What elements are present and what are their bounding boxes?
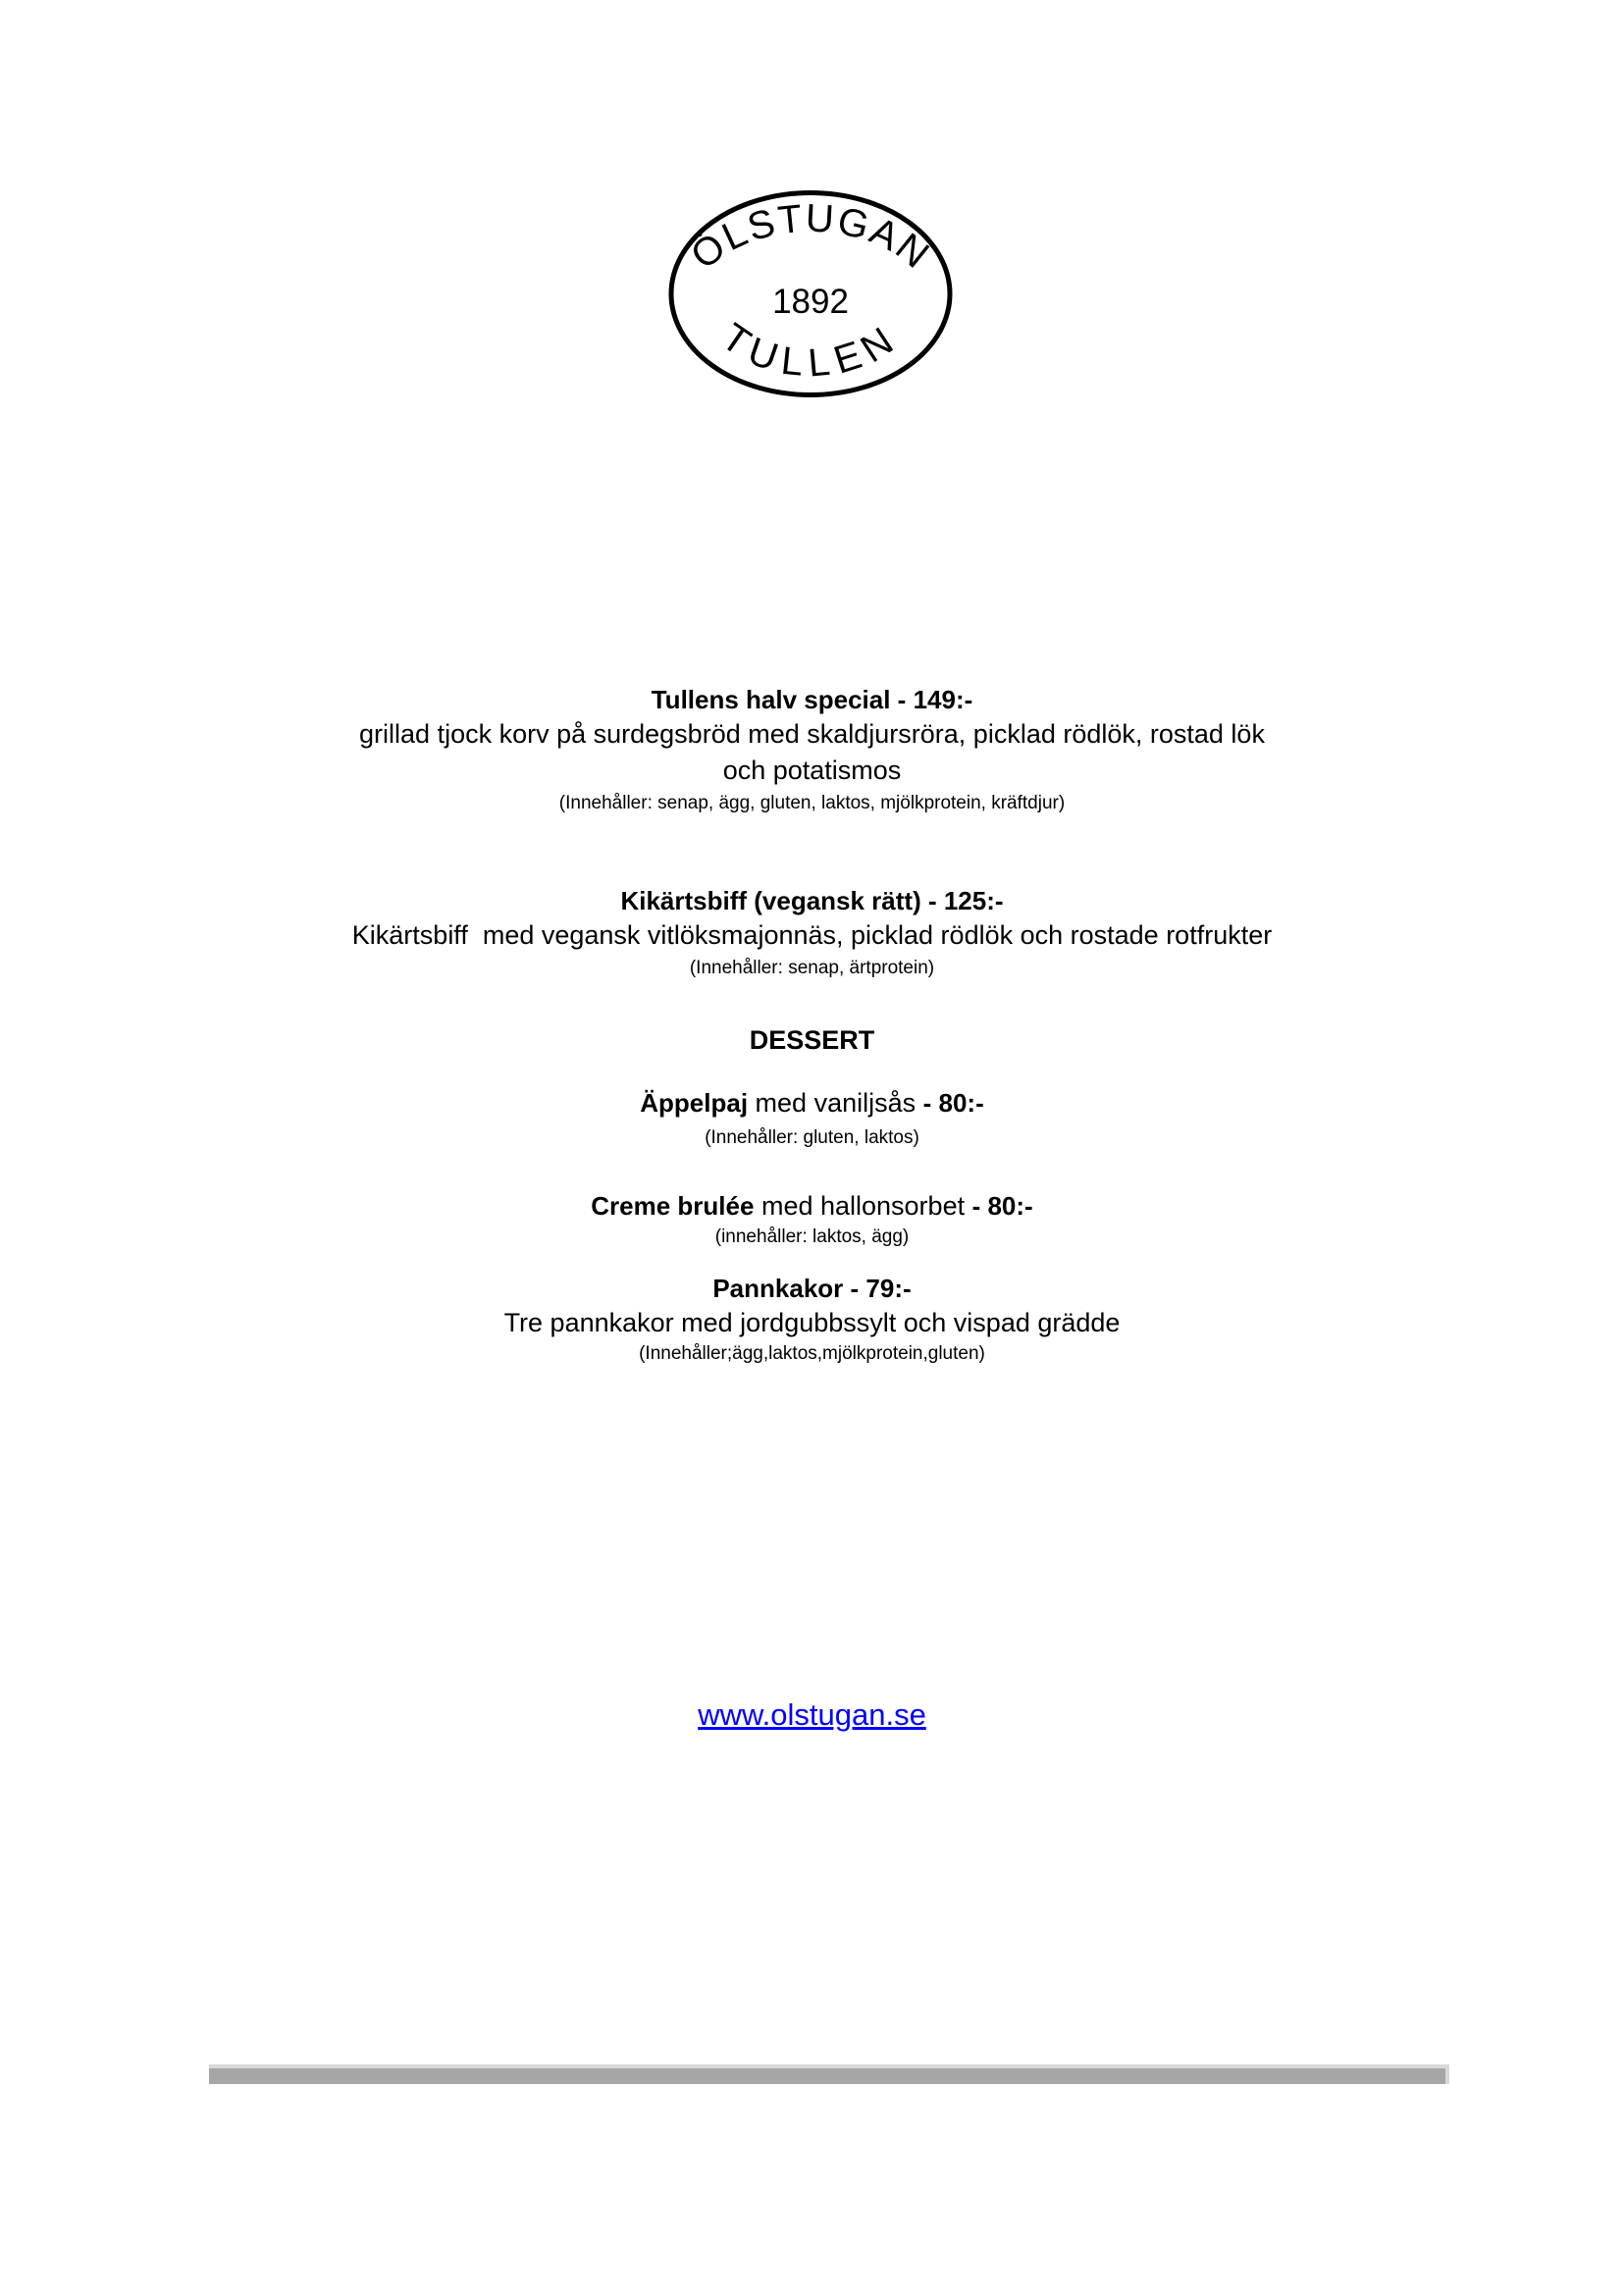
dessert-name: Creme brulée	[591, 1191, 755, 1221]
dessert-allergens: (Innehåller;ägg,laktos,mjölkprotein,gluten)	[639, 1343, 985, 1364]
section-title: Kikärtsbiff (vegansk rätt) - 125:-	[620, 886, 1004, 915]
website-link[interactable]: www.olstugan.se	[698, 1697, 926, 1732]
dessert-title	[0, 1087, 1624, 1120]
section-allergens: (Innehåller: senap, ägg, gluten, laktos, mjölkprotein, kräftdjur)	[558, 793, 1066, 813]
logo-top-text: ÖLSTUGAN	[683, 196, 939, 279]
dessert-name: Pannkakor - 79:-	[712, 1274, 912, 1303]
dessert-price: - 80:-	[971, 1191, 1033, 1221]
svg-text:TULLEN	[713, 315, 907, 385]
dessert-allergens: (innehåller: laktos, ägg)	[714, 1226, 910, 1247]
dessert-price: - 80:-	[922, 1088, 984, 1118]
section-allergens: (Innehåller: senap, ärtprotein)	[689, 958, 935, 978]
menu-section	[0, 885, 1624, 981]
footer-link-row	[0, 1695, 1624, 1735]
footer-bar	[209, 2064, 1449, 2084]
dessert-item	[0, 1273, 1624, 1367]
dessert-description-line: Tre pannkakor med jordgubbssylt och vispad grädde	[503, 1308, 1121, 1337]
footer-bar-fill	[209, 2068, 1445, 2084]
svg-text:ÖLSTUGAN	[683, 196, 938, 278]
dessert-title	[0, 1190, 1624, 1223]
section-description-line: och potatismos	[722, 756, 902, 785]
dessert-allergens: (Innehåller: gluten, laktos)	[705, 1127, 919, 1148]
dessert-header	[0, 1024, 1624, 1057]
logo-bottom-text: TULLEN	[713, 315, 908, 386]
dessert-item	[0, 1190, 1624, 1250]
section-title: Tullens halv special - 149:-	[651, 685, 973, 714]
restaurant-logo	[667, 188, 954, 399]
dessert-middle: med hallonsorbet	[754, 1191, 972, 1221]
category-header-label: DESSERT	[749, 1025, 875, 1055]
menu-section	[0, 684, 1624, 816]
dessert-middle: med vaniljsås	[748, 1088, 923, 1118]
logo-year: 1892	[772, 283, 849, 321]
section-description-line: grillad tjock korv på surdegsbröd med skaldjursröra, picklad rödlök, rostad lök	[359, 719, 1265, 749]
dessert-item	[0, 1087, 1624, 1151]
dessert-name: Äppelpaj	[640, 1088, 749, 1118]
section-description-line: Kikärtsbiff med vegansk vitlöksmajonnäs, picklad rödlök och rostade rotfrukter	[351, 920, 1273, 950]
